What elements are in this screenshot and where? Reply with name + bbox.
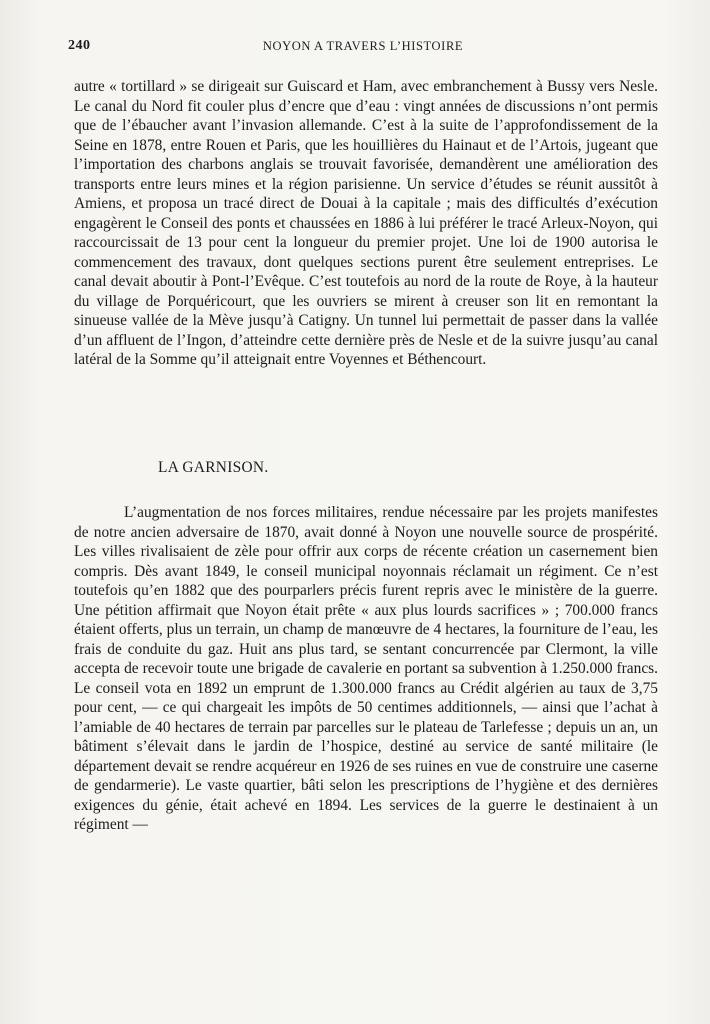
section-heading: LA GARNISON. — [158, 459, 269, 476]
page-header — [68, 38, 658, 58]
body-paragraph-1: autre « tortillard » se dirigeait sur Guiscard et Ham, avec embranchement à Bussy vers Nesle. Le canal du Nord fit couler plus d’encre que d’eau : vingt années de discussions n’ont permis que de l’ébaucher avant l’invasion allemande. C’est à la suite de l’approfondissement de la Seine en 1878, entre Rouen et Paris, que les houillières du Hainaut et de l’Artois, jugeant que l’importation des charbons anglais se trouvait favorisée, demandèrent une amélioration des transports entre leurs mines et la région parisienne. Un service d’études se réunit aussitôt à Amiens, et proposa un tracé direct de Douai à la capitale ; mais des difficultés d’exécution engagèrent le Conseil des ponts et chaussées en 1886 à lui préférer le tracé Arleux-Noyon, qui raccourcissait de 13 pour cent la longueur du premier projet. Une loi de 1900 autorisa le commencement des travaux, dont quelques sections purent être seulement entreprises. Le canal devait aboutir à Pont-l’Evêque. C’est toutefois au nord de la route de Roye, à la hauteur du village de Porquéricourt, que les ouvriers se mirent à creuser son lit en remontant la sinueuse vallée de la Mève jusqu’à Catigny. Un tunnel lui permettait de passer dans la vallée d’un affluent de l’Ingon, d’atteindre cette dernière près de Nesle et de la suivre jusqu’au canal latéral de la Somme qu’il atteignait entre Voyennes et Béthencourt. — [74, 78, 658, 368]
body-paragraph-2: L’augmentation de nos forces militaires, rendue nécessaire par les projets manifestes de notre ancien adversaire de 1870, avait donné à Noyon une nouvelle source de prospérité. Les villes rivalisaient de zèle pour offrir aux corps de récente création un casernement bien compris. Dès avant 1849, le conseil municipal noyonnais réclamait un régiment. Ce n’est toutefois qu’en 1882 que des pourparlers précis furent repris avec le ministère de la guerre. Une pétition affirmait que Noyon était prête « aux plus lourds sacrifices » ; 700.000 francs étaient offerts, plus un terrain, un champ de manœuvre de 4 hectares, la fourniture de l’eau, les frais de conduite du gaz. Huit ans plus tard, se sentant concurrencée par Clermont, la ville accepta de recevoir toute une brigade de cavalerie en portant sa subvention à 1.250.000 francs. Le conseil vota en 1892 un emprunt de 1.300.000 francs au Crédit algérien au taux de 3,75 pour cent, — ce qui chargeait les impôts de 50 centimes additionnels, — ainsi que l’achat à l’amiable de 40 hectares de terrain par parcelles sur le plateau de Tarlefesse ; depuis un an, un bâtiment s’élevait dans le jardin de l’hospice, destiné au service de santé militaire (le département devait se rendre acquéreur en 1926 de ses ruines en vue de construire une caserne de gendarmerie). Le vaste quartier, bâti selon les prescriptions de l’hygiène et des dernières exigences du génie, était achevé en 1894. Les services de la guerre le destinaient à un régiment — — [74, 504, 658, 833]
page-number: 240 — [68, 38, 91, 53]
running-title: NOYON A TRAVERS L’HISTOIRE — [262, 39, 464, 53]
